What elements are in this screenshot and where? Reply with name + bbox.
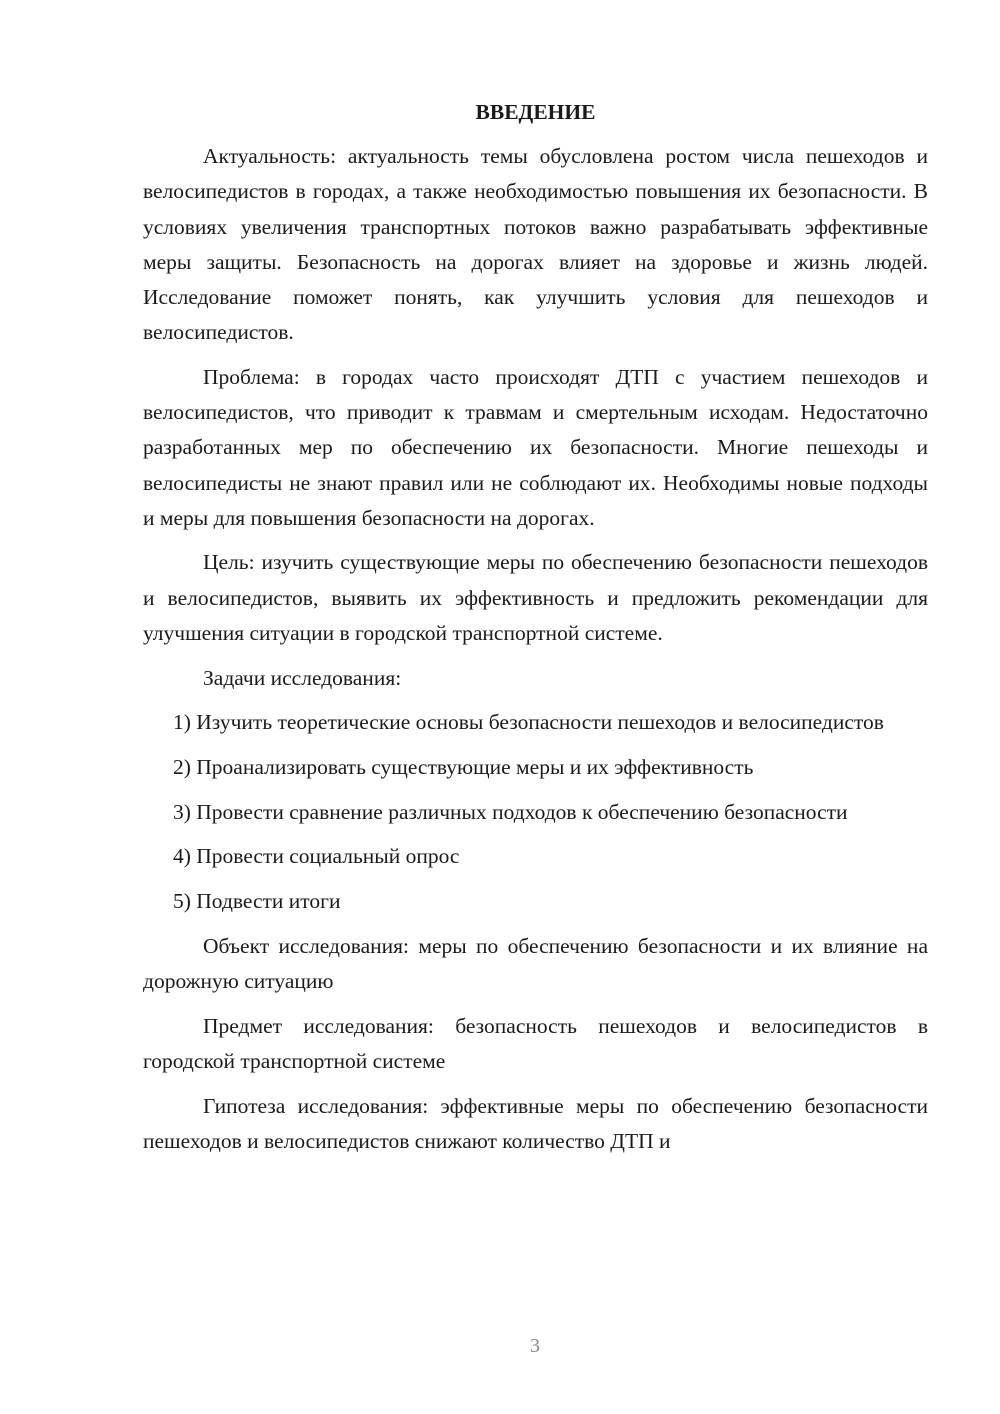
page-number: 3 [530,1335,540,1357]
task-item: 1) Изучить теоретические основы безопасности пешеходов и велосипедистов [173,710,884,735]
paragraph-subject: Предмет исследования: безопасность пешеходов и велосипедистов в городской транспортной системе [143,1013,928,1073]
paragraph-relevance: Актуальность: актуальность темы обусловлена ростом числа пешеходов и велосипедистов в городах, а также необходимостью повышения их безопасности. В условиях увеличения транспортных потоков важно разрабатывать эффективные меры защиты. Безопасность на дорогах влияет на здоровье и жизнь людей. Исследование поможет понять, как улучшить условия для пешеходов и велосипедистов. [143,144,928,345]
paragraph-problem: Проблема: в городах часто происходят ДТП с участием пешеходов и велосипедистов, что приводит к травмам и смертельным исходам. Недостаточно разработанных мер по обеспечению их безопасности. Многие пешеходы и велосипедисты не знают правил или не соблюдают их. Необходимы новые подходы и меры для повышения безопасности на дорогах. [143,364,928,530]
page-body [143,95,928,1168]
task-item: 4) Провести социальный опрос [173,844,460,869]
paragraph-hypothesis: Гипотеза исследования: эффективные меры по обеспечению безопасности пешеходов и велосипедистов снижают количество ДТП и [143,1093,928,1153]
task-item: 2) Проанализировать существующие меры и их эффективность [173,754,754,779]
task-item: 3) Провести сравнение различных подходов к обеспечению безопасности [173,799,848,824]
paragraph-object: Объект исследования: меры по обеспечению безопасности и их влияние на дорожную ситуацию [143,933,928,993]
task-item: 5) Подвести итоги [173,889,341,914]
paragraph-tasks-heading: Задачи исследования: [203,665,402,690]
section-title: ВВЕДЕНИЕ [475,100,596,124]
paragraph-goal: Цель: изучить существующие меры по обеспечению безопасности пешеходов и велосипедистов, выявить их эффективность и предложить рекомендации для улучшения ситуации в городской транспортной системе. [143,550,928,645]
